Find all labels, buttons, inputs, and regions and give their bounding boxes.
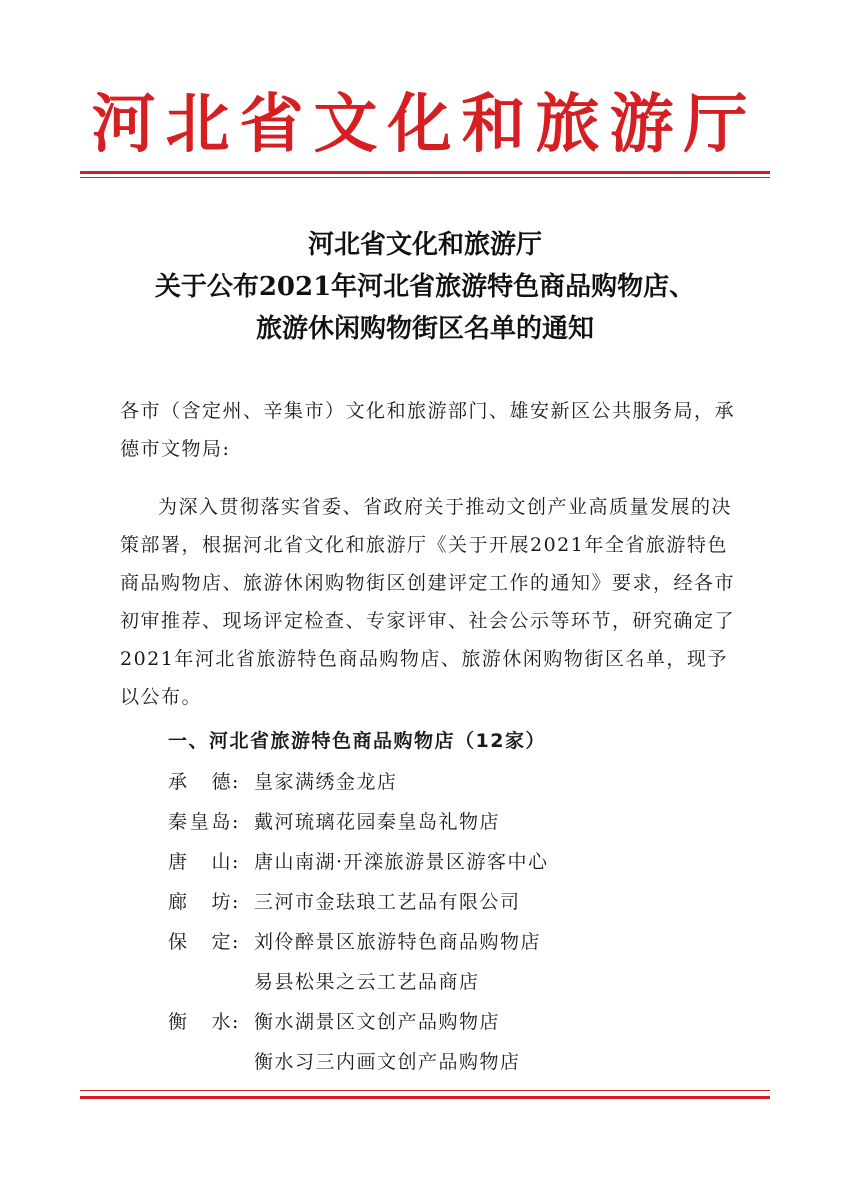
store-name: 易县松果之云工艺品商店 (254, 971, 480, 993)
store-name: 衡水湖景区文创产品购物店 (254, 1011, 501, 1033)
city-name: 衡水 (168, 1011, 232, 1033)
body-paragraph: 为深入贯彻落实省委、省政府关于推动文创产业高质量发展的决策部署，根据河北省文化和旅游厅《关于开展2021年全省旅游特色商品购物店、旅游休闲购物街区创建评定工作的通知》要求，经各市初审推荐、现场评定检查、专家评审、社会公示等环节，研究确定了2021年河北省旅游特色商品购物店、旅游休闲购物街区名单，现予以公布。 (120, 496, 736, 708)
city-name: 保定 (168, 931, 232, 953)
document-title (90, 224, 760, 350)
store-name: 衡水习三内画文创产品购物店 (254, 1051, 521, 1073)
footer-rule-thick (80, 1096, 770, 1099)
footer-rule-thin (80, 1090, 770, 1091)
red-letterhead-org-name: 河北省文化和旅游厅 (91, 87, 758, 162)
city-name: 秦皇岛 (168, 811, 232, 833)
list-item (168, 1042, 768, 1082)
title-line-1: 河北省文化和旅游厅 (307, 230, 542, 260)
list-item (168, 962, 768, 1002)
store-name: 皇家满绣金龙店 (254, 771, 398, 793)
list-item: 保定 : 刘伶醉景区旅游特色商品购物店 (168, 922, 768, 962)
header-rule-thick (80, 171, 770, 174)
store-name: 戴河琉璃花园秦皇岛礼物店 (254, 811, 501, 833)
store-name: 三河市金珐琅工艺品有限公司 (254, 891, 521, 913)
list-item: 衡水 : 衡水湖景区文创产品购物店 (168, 1002, 768, 1042)
section-heading: 一、河北省旅游特色商品购物店（12家） (168, 730, 546, 752)
title-line-3: 旅游休闲购物街区名单的通知 (255, 314, 594, 344)
header-rule-thin (80, 177, 770, 178)
store-name: 唐山南湖·开滦旅游景区游客中心 (254, 851, 549, 873)
list-item: 廊坊 : 三河市金珐琅工艺品有限公司 (168, 882, 768, 922)
list-item: 唐山 : 唐山南湖·开滦旅游景区游客中心 (168, 842, 768, 882)
list-item: 承德 : 皇家满绣金龙店 (168, 762, 768, 802)
title-line-2: 关于公布2021年河北省旅游特色商品购物店、 (154, 272, 696, 302)
list-item: 秦皇岛 : 戴河琉璃花园秦皇岛礼物店 (168, 802, 768, 842)
city-name: 唐山 (168, 851, 232, 873)
store-name: 刘伶醉景区旅游特色商品购物店 (254, 931, 542, 953)
city-name: 承德 (168, 771, 232, 793)
store-list (168, 762, 768, 1082)
city-name: 廊坊 (168, 891, 232, 913)
salutation: 各市（含定州、辛集市）文化和旅游部门、雄安新区公共服务局，承德市文物局: (120, 400, 736, 460)
